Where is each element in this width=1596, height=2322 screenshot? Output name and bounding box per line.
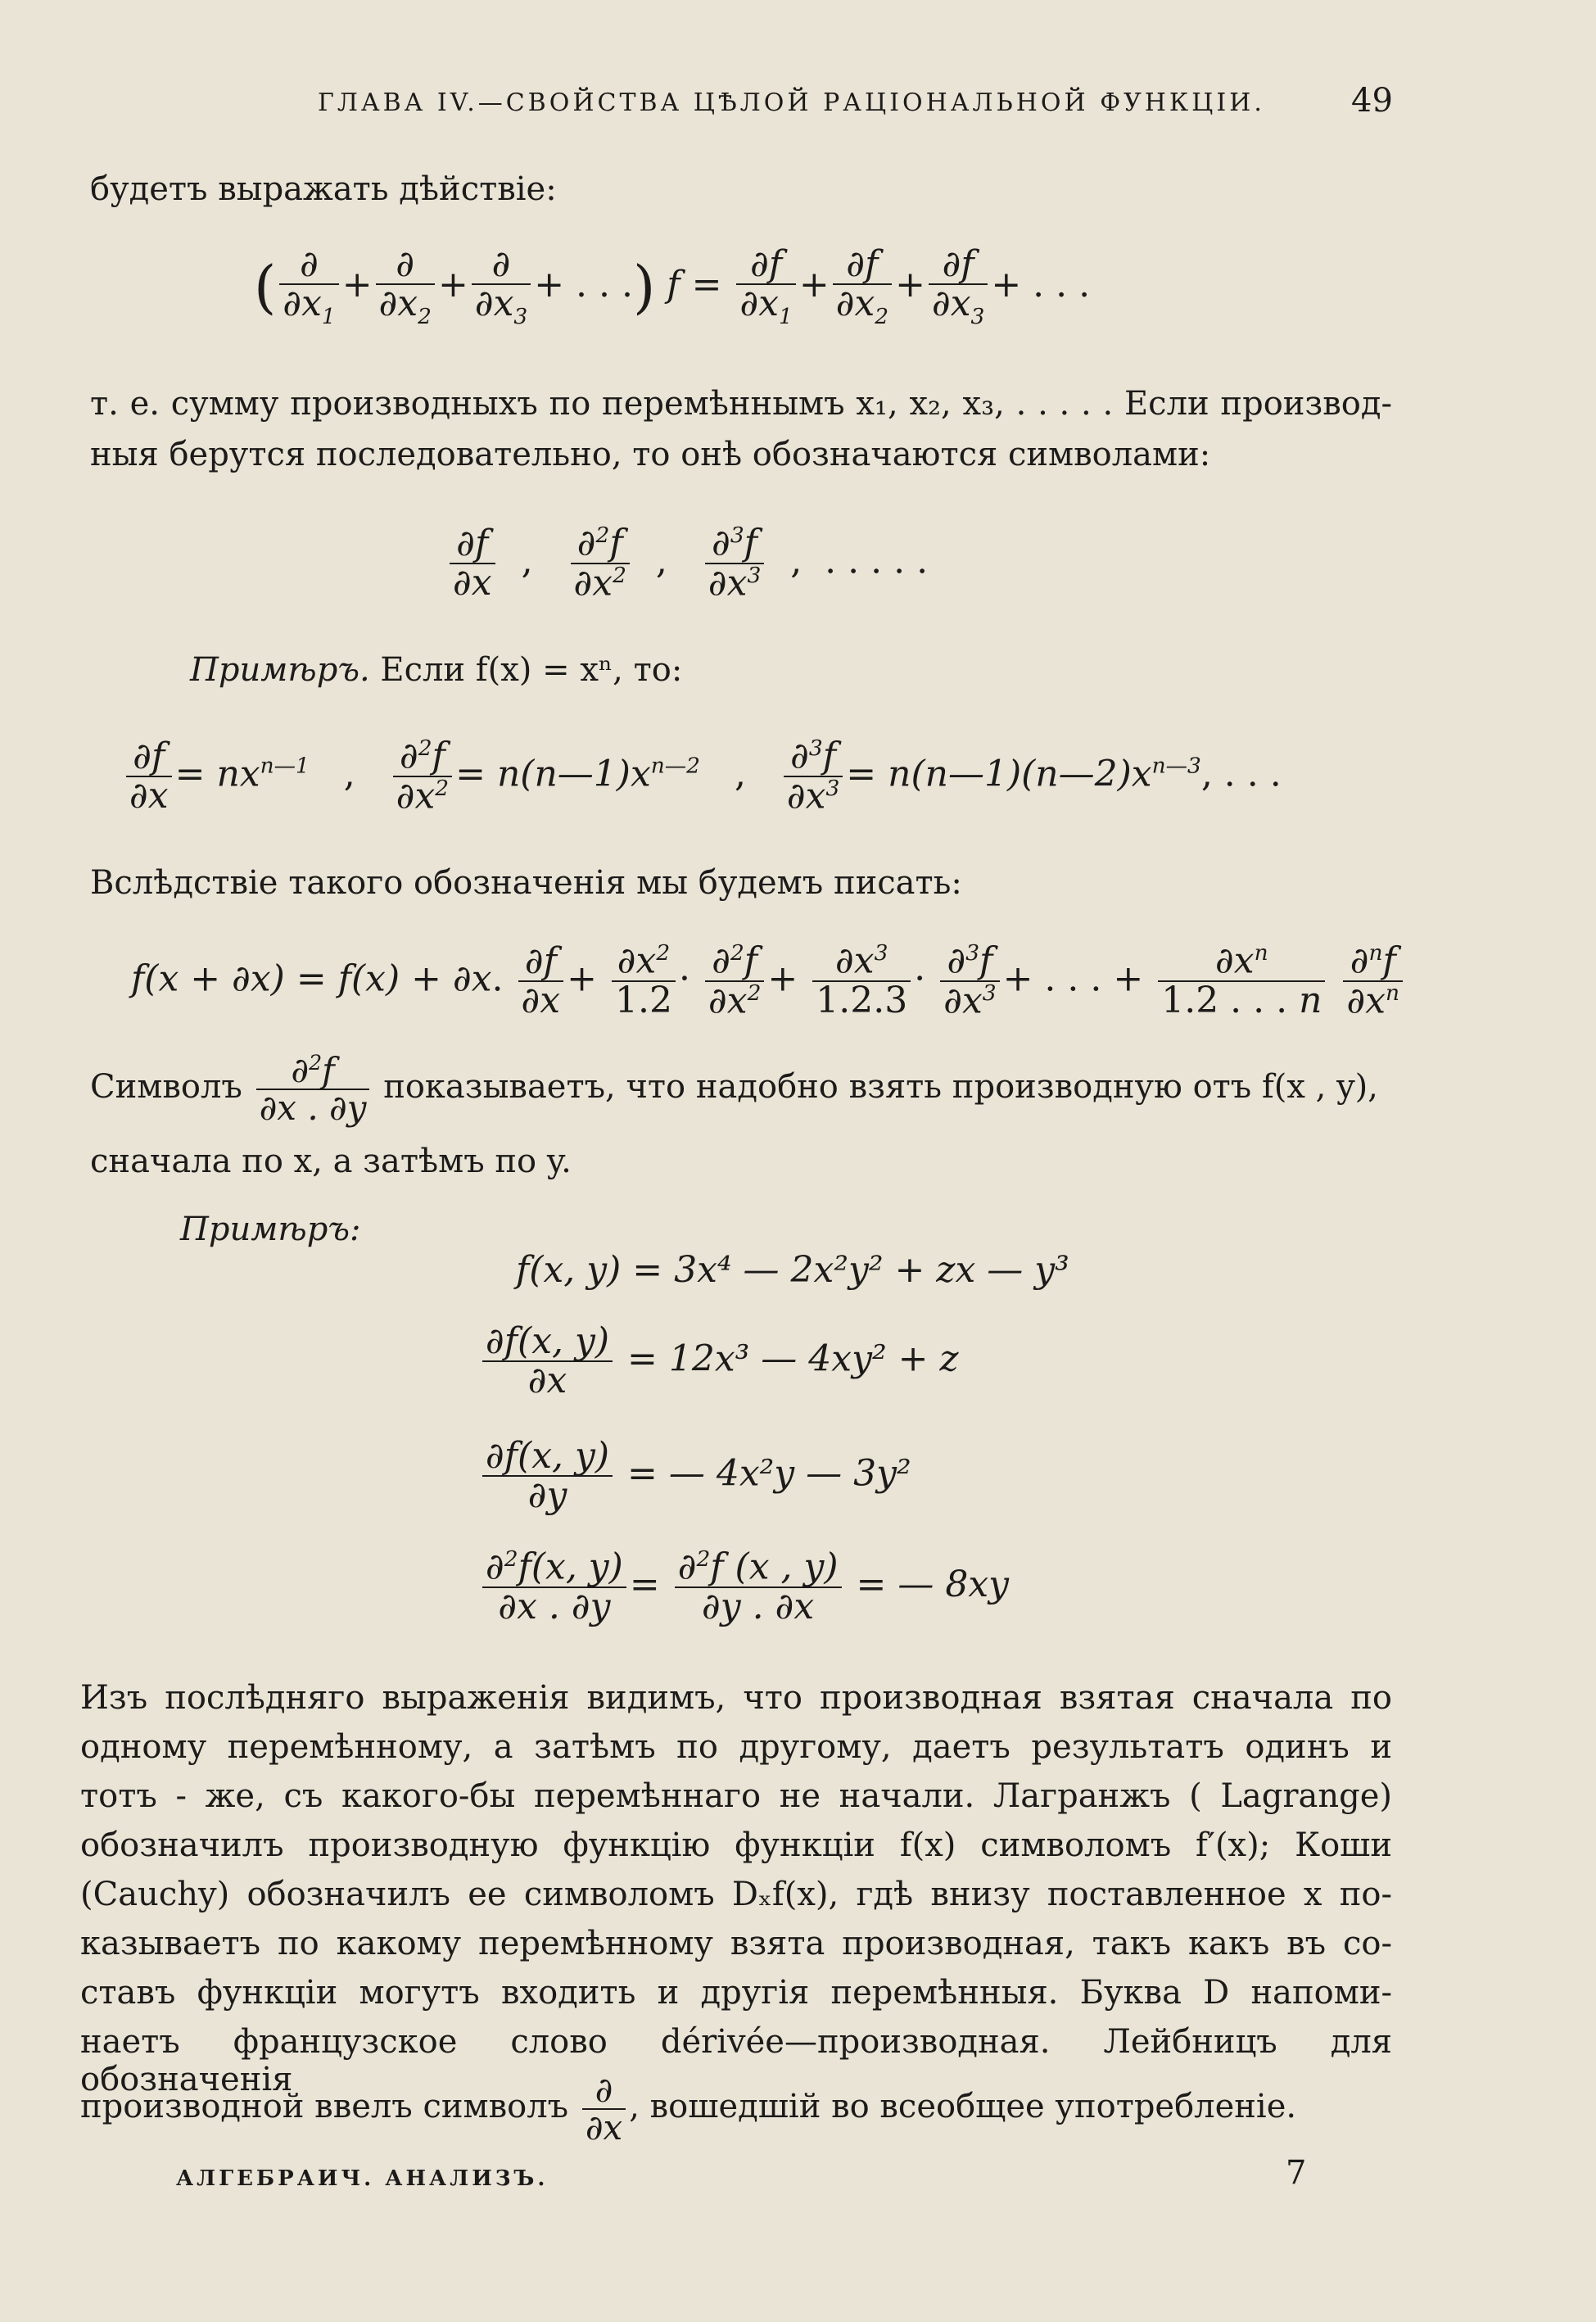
chapter-header: ГЛАВА IV.—СВОЙСТВА ЦѢЛОЙ РАЦІОНАЛЬНОЙ ФУНКЦІИ. <box>318 88 1265 117</box>
page-number: 49 <box>1351 82 1393 120</box>
example-1-line <box>190 651 682 689</box>
final-last-start: производной ввелъ символъ <box>80 2088 569 2126</box>
final-line-5: казываетъ по какому перемѣнному взята производная, такъ какъ въ со- <box>80 1925 1392 1962</box>
symbol-explanation: показываетъ, что надобно взять производную отъ f(x , y), <box>383 1068 1378 1107</box>
formula-mixed: $\frac{\partial^2f(x, y)}{\partial x . \partial y}$ = $\frac{\partial^2f (x , y)}{\partial y . \partial x}$ = — 8xy <box>479 1548 1009 1626</box>
formula-mixed-rhs: = — 8xy <box>856 1564 1010 1606</box>
paragraph-sum-line1: т. е. сумму производныхъ по перемѣннымъ x₁, x₂, x₃, . . . . . Если производ- <box>90 385 1392 423</box>
paragraph-sum-line2: ныя берутся последовательно, то онѣ обозначаются символами: <box>90 436 1211 473</box>
final-line-0: Изъ послѣдняго выраженія видимъ, что производная взятая сначала по <box>80 1679 1392 1717</box>
formula-dfdy: $\frac{\partial f(x, y)}{\partial y}$ = — 4x²y — 3y² <box>479 1437 911 1514</box>
paragraph-mixed-symbol: Символъ $\frac{\partial^2f}{\partial x . \partial y}$ показываетъ, что надобно взять производную отъ f(x , y), <box>90 1050 1378 1129</box>
final-last-end: , вошедшій во всеобщее употребленіе. <box>629 2088 1297 2126</box>
symbol-label: Символъ <box>90 1068 242 1107</box>
formula-dfdx: $\frac{\partial f(x, y)}{\partial x}$ = 12x³ — 4xy² + z <box>479 1323 959 1400</box>
formula-power-derivatives: $\frac{\partial f}{\partial x}$ = $nx^{n—1}$ , $\frac{\partial^2f}{\partial x^2}$ = $n(n—1)x^{n—2}$ , $\frac{\partial^3f}{\partial x^3}$ = $n(n—1)(n—2)x^{n—3}$, . . . <box>123 737 1282 816</box>
paragraph-mixed-line2: сначала по x, а затѣмъ по y. <box>90 1143 572 1180</box>
example-2-label: Примѣръ: <box>180 1211 361 1248</box>
final-line-2: тотъ - же, съ какого-бы перемѣннаго не начали. Лагранжъ ( Lagrange) <box>80 1777 1392 1815</box>
final-line-3: обозначилъ производную функцію функціи f(x) символомъ f′(x); Коши <box>80 1826 1392 1864</box>
final-line-1: одному перемѣнному, а затѣмъ по другому, даетъ результатъ одинъ и <box>80 1728 1392 1766</box>
formula-fxy: f(x, y) = 3x⁴ — 2x²y² + zx — y³ <box>516 1249 1069 1291</box>
paragraph-intro: будетъ выражать дѣйствіе: <box>90 170 557 208</box>
final-line-last: производной ввелъ символъ $\frac{\partial}{\partial x}$ , вошедшій во всеобщее употребленіе. <box>80 2070 1297 2148</box>
footer-signature: 7 <box>1286 2154 1307 2192</box>
example-1-text: Если f(x) = xⁿ, то: <box>380 651 683 689</box>
final-line-6: ставъ функціи могутъ входить и другія перемѣнныя. Буква D напоми- <box>80 1974 1392 2012</box>
paragraph-notation: Вслѣдствіе такого обозначенія мы будемъ писать: <box>90 864 962 902</box>
formula-successive-derivatives: $\frac{\partial f}{\partial x}$ , $\frac{\partial^2f}{\partial x^2}$ , $\frac{\partial^3f}{\partial x^3}$ , . . . . . <box>446 524 928 603</box>
formula-dfdy-rhs: = — 4x²y — 3y² <box>627 1452 911 1495</box>
example-1-label: Примѣръ. <box>190 651 370 689</box>
footer-title: АЛГЕБРАИЧ. АНАЛИЗЪ. <box>176 2166 549 2191</box>
formula-dfdx-rhs: = 12x³ — 4xy² + z <box>627 1338 959 1380</box>
formula-taylor: f(x + ∂x) = f(x) + ∂x. $\frac{\partial f}{\partial x}$ + $\frac{\partial x^2}{1.2}$ · $\frac{\partial^2f}{\partial x^2}$ + $\frac{\partial x^3}{1.2.3}$ · $\frac{\partial^3f}{\partial x^3}$ + . . . + $\frac{\partial x^n}{1.2 . . . n}$ $\frac{\partial^nf}{\partial x^n}$ <box>131 942 1406 1021</box>
formula-sum-partials: ( $\frac{\partial}{\partial x_1}$ + $\frac{\partial}{\partial x_2}$ + $\frac{\partial}{\partial x_3}$ + . . .) f = $\frac{\partial f}{\partial x_1}$ + $\frac{\partial f}{\partial x_2}$ + $\frac{\partial f}{\partial x_3}$ + . . . <box>254 243 1091 329</box>
final-line-4: (Cauchy) обозначилъ ее символомъ Dₓf(x), гдѣ внизу поставленное x по- <box>80 1876 1392 1913</box>
final-line-7: наетъ французское слово dérivée—производная. Лейбницъ для обозначенія <box>80 2023 1392 2098</box>
